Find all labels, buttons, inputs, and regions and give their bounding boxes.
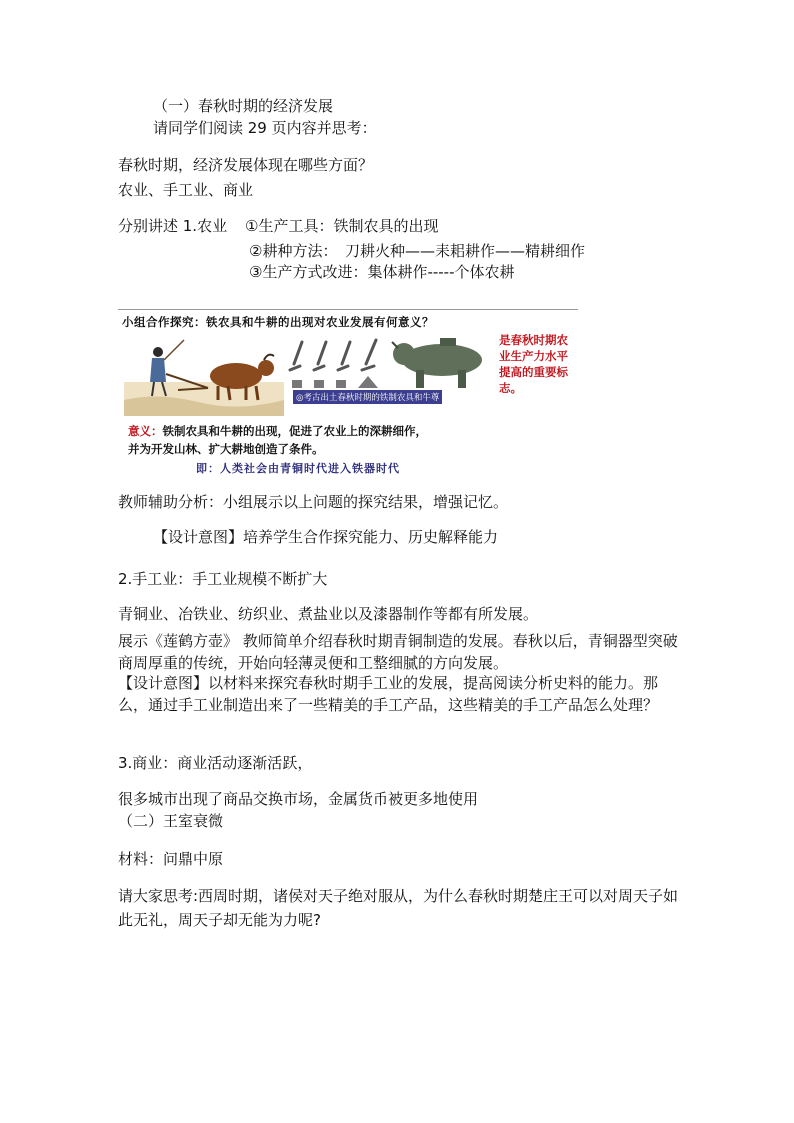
handicraft-heading: 2.手工业：手工业规模不断扩大 — [118, 570, 328, 588]
meaning-line-1: 铁制农具和牛耕的出现，促进了农业上的深耕细作， — [162, 424, 427, 438]
iron-tools-figure — [118, 306, 578, 481]
meaning-line-2: 并为开发山林、扩大耕地创造了条件。 — [128, 442, 324, 456]
design-intent-1: 【设计意图】培养学生合作探究能力、历史解释能力 — [153, 528, 499, 546]
figure-meaning — [128, 422, 427, 458]
agriculture-point-tools: ①生产工具：铁制农具的出现 — [245, 217, 439, 235]
design-intent-2: 【设计意图】以材料来探究春秋时期手工业的发展，提高阅读分析史料的能力。那么，通过手工业制造出来了一些精美的手工产品，这些精美的手工产品怎么处理？ — [118, 674, 659, 714]
figure-title: 小组合作探究：铁农具和牛耕的出现对农业发展有何意义？ — [122, 315, 434, 329]
section2-question: 请大家思考:西周时期，诸侯对天子绝对服从，为什么春秋时期楚庄王可以对周天子如此无礼，周天子却无能为力呢? — [118, 887, 679, 929]
figure-side-note: 是春秋时期农业生产力水平提高的重要标志。 — [499, 333, 568, 395]
agriculture-point-methods: ②耕种方法： 刀耕火种——耒耜耕作——精耕细作 — [249, 242, 585, 260]
agriculture-lead: 分别讲述 1.农业 — [118, 217, 228, 235]
bronze-ox-zun-icon — [392, 338, 482, 388]
section2-heading: （二）王室衰微 — [118, 812, 224, 830]
commerce-detail: 很多城市出现了商品交换市场，金属货币被更多地使用 — [118, 790, 479, 808]
figure-era-note: 即：人类社会由青铜时代进入铁器时代 — [196, 462, 400, 475]
handicraft-industries: 青铜业、冶铁业、纺织业、煮盐业以及漆器制作等都有所发展。 — [118, 605, 539, 623]
teacher-analysis: 教师辅助分析：小组展示以上问题的探究结果，增强记忆。 — [118, 493, 509, 511]
section2-material: 材料：问鼎中原 — [118, 850, 224, 868]
agriculture-point-production: ③生产方式改进：集体耕作-----个体农耕 — [249, 263, 515, 281]
economy-answer: 农业、手工业、商业 — [118, 181, 254, 199]
economy-question: 春秋时期，经济发展体现在哪些方面？ — [118, 156, 374, 174]
commerce-heading: 3.商业：商业活动逐渐活跃， — [118, 754, 313, 772]
figure-caption: ◎考古出土春秋时期的铁制农具和牛尊 — [293, 390, 442, 404]
section1-heading: （一）春秋时期的经济发展 — [153, 97, 334, 115]
reading-instruction: 请同学们阅读 29 页内容并思考： — [153, 119, 377, 137]
meaning-label: 意义： — [128, 424, 163, 438]
handicraft-paragraph: 展示《莲鹤方壶》 教师简单介绍春秋时期青铜制造的发展。春秋以后，青铜器型突破商周厚重的传统，开始向轻薄灵便和工整细腻的方向发展。 — [118, 632, 678, 672]
iron-tools-icon — [290, 340, 376, 370]
